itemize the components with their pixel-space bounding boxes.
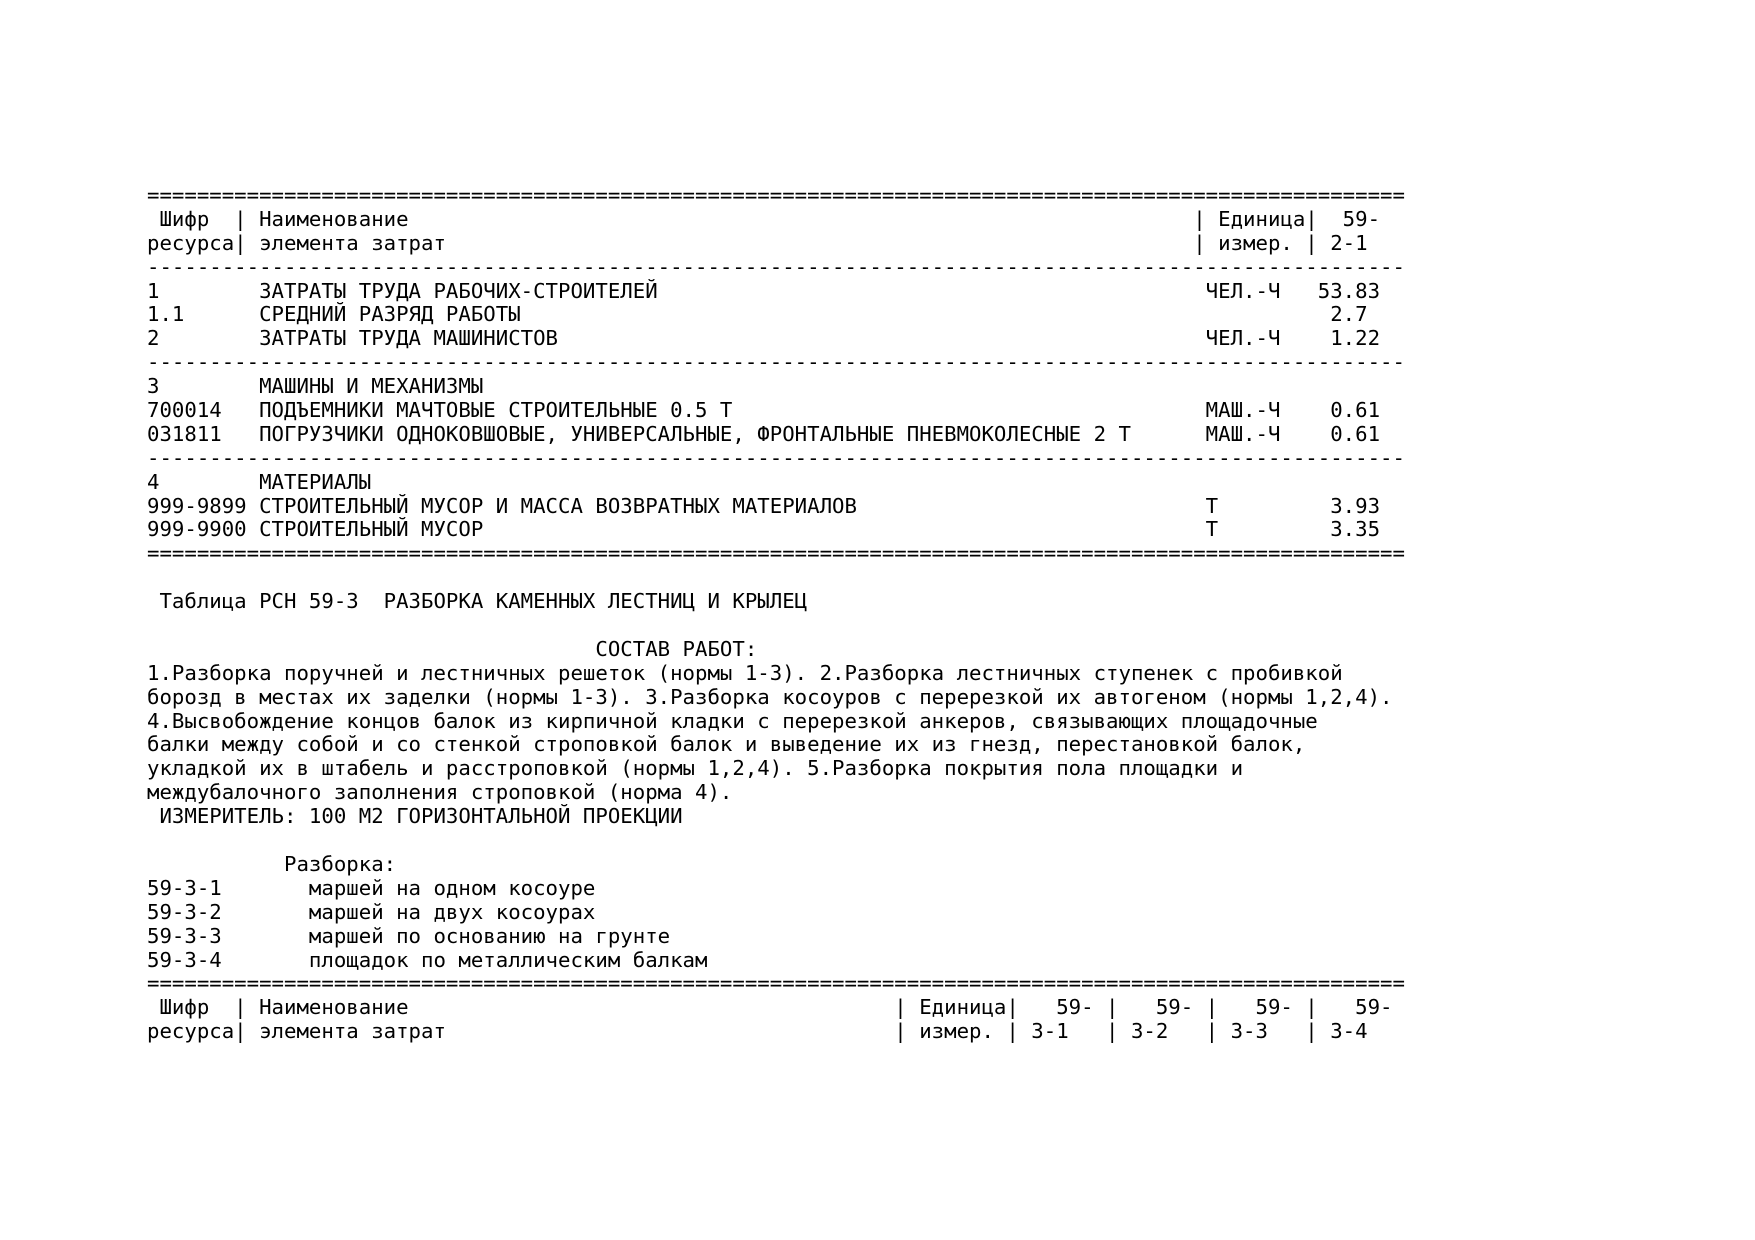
resource-row-999-9900: 999-9900 СТРОИТЕЛЬНЫЙ МУСОР Т 3.35 [147,517,1381,542]
norm-row-59-3-2: 59-3-2 маршей на двух косоурах [147,899,596,924]
top-table-header-row-2: ресурса| элемента затрат | измер. | 2-1 [147,230,1368,255]
works-line-2: борозд в местах их заделки (нормы 1-3). 3.Разборка косоуров с перерезкой их автогеном (нормы 1,2,4). [147,684,1393,709]
top-table-divider-1: ----------------------------------------------------------------------------------------------------- [147,254,1405,279]
norm-row-59-3-4: 59-3-4 площадок по металлическим балкам [147,947,708,972]
works-heading: СОСТАВ РАБОТ: [147,636,758,661]
resource-row-700014: 700014 ПОДЪЕМНИКИ МАЧТОВЫЕ СТРОИТЕЛЬНЫЕ 0.5 Т МАШ.-Ч 0.61 [147,398,1381,423]
resource-row-1: 1 ЗАТРАТЫ ТРУДА РАБОЧИХ-СТРОИТЕЛЕЙ ЧЕЛ.-Ч 53.83 [147,278,1381,303]
norm-row-59-3-1: 59-3-1 маршей на одном косоуре [147,875,596,900]
works-line-5: укладкой их в штабель и расстроповкой (нормы 1,2,4). 5.Разборка покрытия пола площадки и [147,756,1244,781]
bottom-table-ruler: ===================================================================================================== [147,971,1405,996]
resource-row-999-9899: 999-9899 СТРОИТЕЛЬНЫЙ МУСОР И МАССА ВОЗВРАТНЫХ МАТЕРИАЛОВ Т 3.93 [147,493,1381,518]
measure-line: ИЗМЕРИТЕЛЬ: 100 М2 ГОРИЗОНТАЛЬНОЙ ПРОЕКЦИИ [147,804,683,829]
bottom-table-header-row-2: ресурса| элемента затрат | измер. | 3-1 | 3-2 | 3-3 | 3-4 [147,1019,1368,1044]
works-line-3: 4.Высвобождение концов балок из кирпичной кладки с перерезкой анкеров, связывающих площадочные [147,708,1318,733]
bottom-table-header-row-1: Шифр | Наименование | Единица| 59- | 59- | 59- | 59- [147,995,1393,1020]
works-line-4: балки между собой и со стенкой строповкой балок и выведение их из гнезд, перестановкой балок, [147,732,1306,757]
blank-line [147,829,1405,853]
resource-row-3: 3 МАШИНЫ И МЕХАНИЗМЫ [147,374,484,399]
resource-row-4: 4 МАТЕРИАЛЫ [147,469,372,494]
blank-line [147,614,1405,638]
blank-line [147,566,1405,590]
top-table-header-row-1: Шифр | Наименование | Единица| 59- [147,206,1381,231]
resource-row-2: 2 ЗАТРАТЫ ТРУДА МАШИНИСТОВ ЧЕЛ.-Ч 1.22 [147,326,1381,351]
top-table-divider-3: ----------------------------------------------------------------------------------------------------- [147,445,1405,470]
top-table-ruler-bottom: ===================================================================================================== [147,541,1405,566]
top-table-divider-2: ----------------------------------------------------------------------------------------------------- [147,350,1405,375]
top-table-ruler-top: ===================================================================================================== [147,183,1405,207]
table-title: Таблица РСН 59-3 РАЗБОРКА КАМЕННЫХ ЛЕСТНИЦ И КРЫЛЕЦ [147,589,808,614]
resource-row-1-1: 1.1 СРЕДНИЙ РАЗРЯД РАБОТЫ 2.7 [147,302,1368,327]
document [147,184,1405,1044]
resource-row-031811: 031811 ПОГРУЗЧИКИ ОДНОКОВШОВЫЕ, УНИВЕРСАЛЬНЫЕ, ФРОНТАЛЬНЫЕ ПНЕВМОКОЛЕСНЫЕ 2 Т МАШ.-Ч 0.61 [147,421,1381,446]
works-line-6: междубалочного заполнения строповкой (норма 4). [147,780,733,805]
norms-heading: Разборка: [147,851,397,876]
norm-row-59-3-3: 59-3-3 маршей по основанию на грунте [147,923,671,948]
works-line-1: 1.Разборка поручней и лестничных решеток (нормы 1-3). 2.Разборка лестничных ступенек с пробивкой [147,660,1343,685]
